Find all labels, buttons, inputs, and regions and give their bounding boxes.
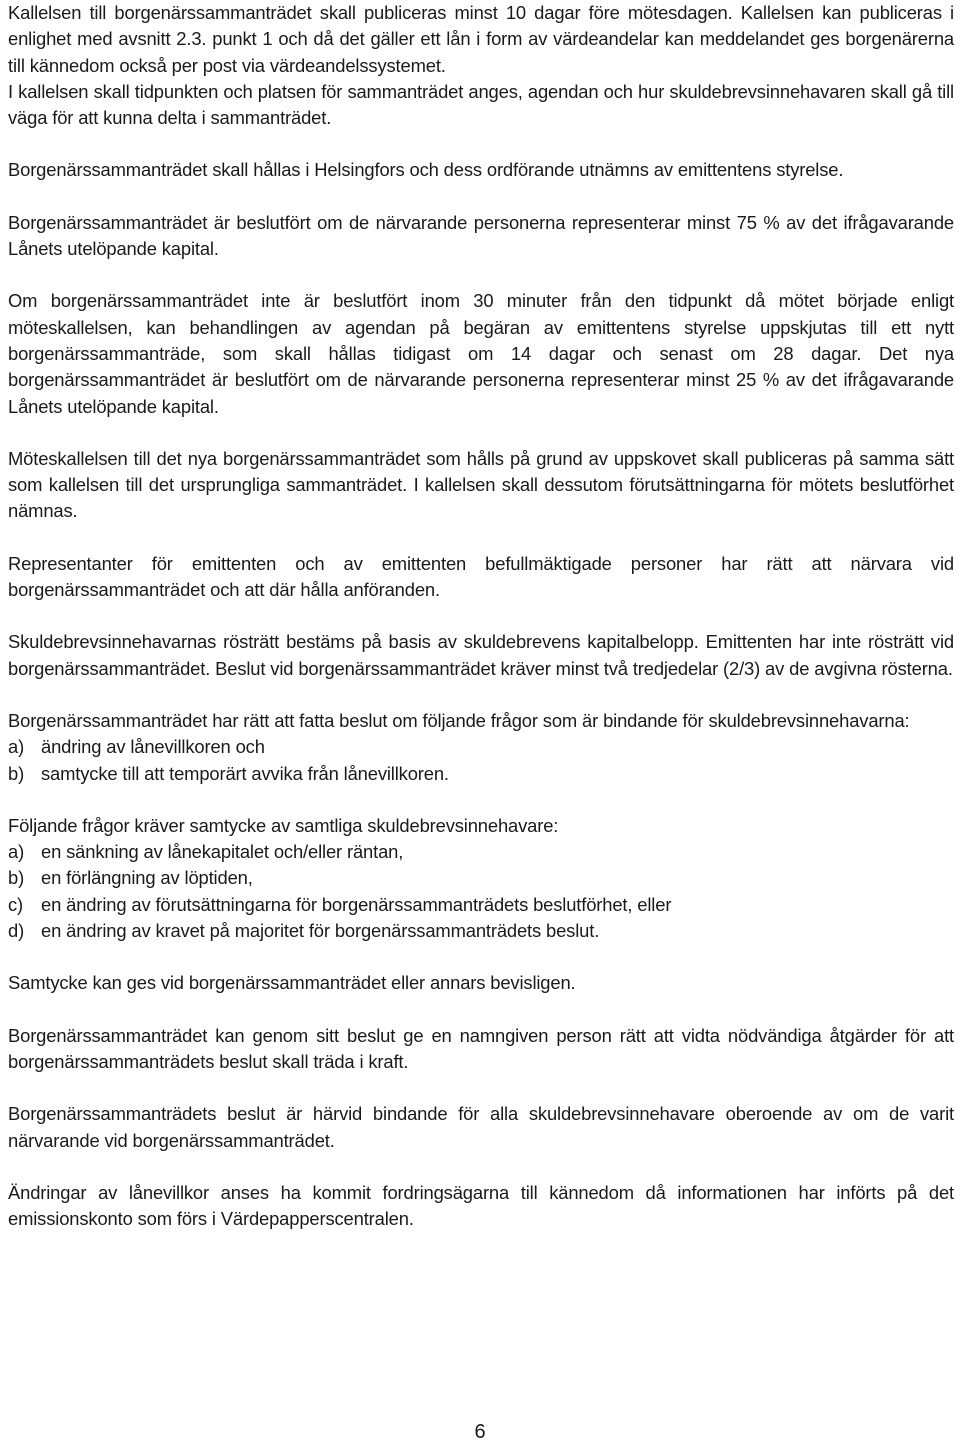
paragraph-amendments-notice: Ändringar av lånevillkor anses ha kommit fordringsägarna till kännedom då informationen har införts på det emissionskonto som förs i Värdepapperscentralen. (8, 1181, 954, 1230)
paragraph-representatives: Representanter för emittenten och av emittenten befullmäktigade personer har rätt att närvara vid borgenärssammanträdet och att där hålla anföranden. (8, 552, 954, 601)
list-item (8, 892, 954, 918)
paragraph-quorum: Borgenärssammanträdet är beslutfört om de närvarande personerna representerar minst 75 % av det ifrågavarande Lånets utelöpande kapital. (8, 211, 954, 260)
paragraph-adjourned-meeting: Om borgenärssammanträdet inte är beslutfört inom 30 minuter från den tidpunkt då mötet började enligt möteskallelsen, kan behandlingen av agendan på begäran av emittentens styrelse uppskjutas till ett nytt borgenärssammanträde, som skall hållas tidigast om 14 dagar och senast om 28 dagar. Det nya borgenärssammanträdet är beslutfört om de närvarande personerna representerar minst 25 % av det ifrågavarande Lånets utelöpande kapital. (8, 290, 954, 417)
list-item-text: en ändring av kravet på majoritet för borgenärssammanträdets beslut. (41, 920, 600, 942)
list-item-text: ändring av lånevillkoren och (41, 736, 265, 758)
paragraph-notice-publication: Kallelsen till borgenärssammanträdet skall publiceras minst 10 dagar före mötesdagen. Kallelsen kan publiceras i enlighet med avsnitt 2.3. punkt 1 och då det gäller ett lån i form av värdeandelar kan meddelandet ges borgenärerna till kännedom också per post via värdeandelssystemet. (8, 2, 954, 76)
document-body (8, 0, 954, 1232)
list-marker: b) (8, 867, 25, 889)
list-item (8, 761, 954, 787)
list-items (8, 734, 954, 787)
list-item-text: samtycke till att temporärt avvika från lånevillkoren. (41, 762, 449, 784)
paragraph-authorized-person: Borgenärssammanträdet kan genom sitt beslut ge en namngiven person rätt att vidta nödvändiga åtgärder för att borgenärssammanträdets beslut skall träda i kraft. (8, 1024, 954, 1072)
list-item-text: en sänkning av lånekapitalet och/eller räntan, (41, 841, 404, 863)
list-item (8, 839, 954, 865)
list-unanimous-consent (8, 813, 954, 944)
list-intro: Följande frågor kräver samtycke av samtliga skuldebrevsinnehavare: (8, 814, 559, 836)
list-marker: a) (8, 736, 25, 758)
list-marker: a) (8, 841, 25, 863)
list-intro: Borgenärssammanträdet har rätt att fatta beslut om följande frågor som är bindande för skuldebrevsinnehavarna: (8, 709, 910, 731)
list-item (8, 918, 954, 944)
list-binding-decisions (8, 708, 954, 787)
list-marker: c) (8, 893, 24, 915)
list-items (8, 839, 954, 944)
paragraph-new-meeting-notice: Möteskallelsen till det nya borgenärssammanträdet som hålls på grund av uppskovet skall publiceras på samma sätt som kallelsen till det ursprungliga sammanträdet. I kallelsen skall dessutom förutsättningarna för mötets beslutförhet nämnas. (8, 447, 954, 522)
list-marker: d) (8, 920, 25, 942)
list-marker: b) (8, 762, 25, 784)
paragraph-consent: Samtycke kan ges vid borgenärssammanträdet eller annars bevisligen. (8, 972, 576, 994)
list-item (8, 734, 954, 760)
paragraph-meeting-location: Borgenärssammanträdet skall hållas i Helsingfors och dess ordförande utnämns av emittentens styrelse. (8, 159, 844, 181)
list-item-text: en förlängning av löptiden, (41, 867, 253, 889)
paragraph-binding-effect: Borgenärssammanträdets beslut är härvid bindande för alla skuldebrevsinnehavare oberoende av om de varit närvarande vid borgenärssammanträdet. (8, 1103, 954, 1151)
list-item (8, 865, 954, 891)
paragraph-voting-rights: Skuldebrevsinnehavarnas rösträtt bestäms på basis av skuldebrevens kapitalbelopp. Emittenten har inte rösträtt vid borgenärssammanträdet. Beslut vid borgenärssammanträdet kräver minst två tredjedelar (2/3) av de avgivna rösterna. (8, 631, 954, 679)
list-item-text: en ändring av förutsättningarna för borgenärssammanträdets beslutförhet, eller (41, 893, 672, 915)
paragraph-notice-contents: I kallelsen skall tidpunkten och platsen för sammanträdet anges, agendan och hur skuldebrevsinnehavaren skall gå till väga för att kunna delta i sammanträdet. (8, 80, 954, 129)
page-number: 6 (474, 1421, 486, 1443)
